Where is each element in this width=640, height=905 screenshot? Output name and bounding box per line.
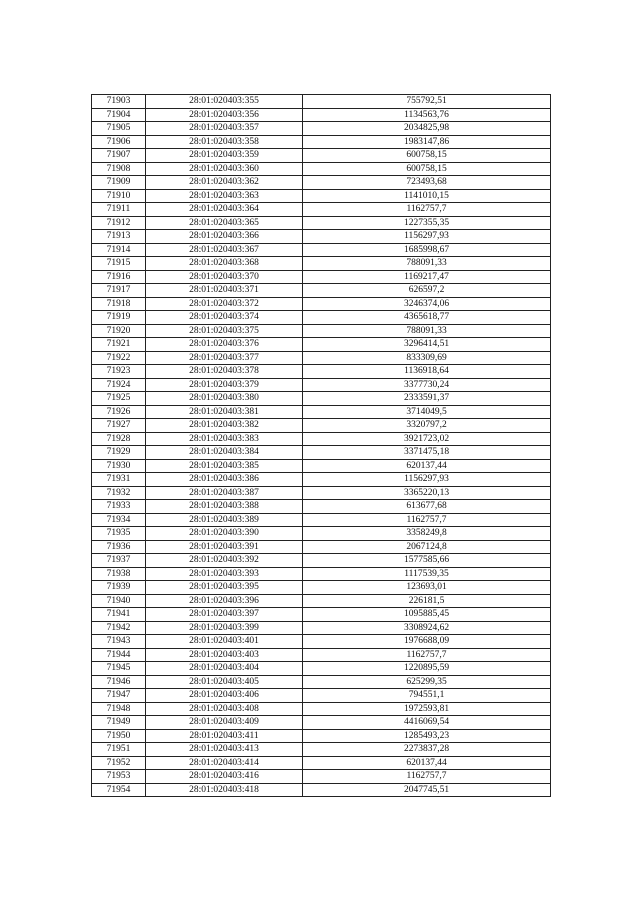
- row-number-cell: 71946: [92, 675, 146, 689]
- cadastral-number-cell: 28:01:020403:379: [146, 378, 303, 392]
- cadastral-value-cell: 1162757,7: [303, 770, 551, 784]
- row-number-cell: 71919: [92, 311, 146, 325]
- cadastral-number-cell: 28:01:020403:374: [146, 311, 303, 325]
- row-number-cell: 71924: [92, 378, 146, 392]
- table-row: [92, 270, 551, 284]
- row-number-cell: 71929: [92, 446, 146, 460]
- table-row: [92, 419, 551, 433]
- table-row: [92, 702, 551, 716]
- cadastral-number-cell: 28:01:020403:393: [146, 567, 303, 581]
- cadastral-number-cell: 28:01:020403:377: [146, 351, 303, 365]
- table-row: [92, 203, 551, 217]
- cadastral-number-cell: 28:01:020403:416: [146, 770, 303, 784]
- cadastral-value-cell: 613677,68: [303, 500, 551, 514]
- cadastral-value-cell: 3714049,5: [303, 405, 551, 419]
- cadastral-number-cell: 28:01:020403:376: [146, 338, 303, 352]
- row-number-cell: 71910: [92, 189, 146, 203]
- cadastral-value-cell: 3358249,8: [303, 527, 551, 541]
- cadastral-value-cell: 2047745,51: [303, 783, 551, 797]
- table-row: [92, 108, 551, 122]
- cadastral-value-cell: 1285493,23: [303, 729, 551, 743]
- cadastral-value-table: [91, 94, 551, 797]
- cadastral-value-cell: 1227355,35: [303, 216, 551, 230]
- table-row: [92, 149, 551, 163]
- row-number-cell: 71928: [92, 432, 146, 446]
- row-number-cell: 71926: [92, 405, 146, 419]
- row-number-cell: 71912: [92, 216, 146, 230]
- cadastral-number-cell: 28:01:020403:396: [146, 594, 303, 608]
- cadastral-number-cell: 28:01:020403:395: [146, 581, 303, 595]
- row-number-cell: 71908: [92, 162, 146, 176]
- cadastral-number-cell: 28:01:020403:399: [146, 621, 303, 635]
- table-row: [92, 216, 551, 230]
- row-number-cell: 71914: [92, 243, 146, 257]
- cadastral-value-cell: 625299,35: [303, 675, 551, 689]
- cadastral-value-cell: 1156297,93: [303, 473, 551, 487]
- cadastral-number-cell: 28:01:020403:365: [146, 216, 303, 230]
- cadastral-number-cell: 28:01:020403:383: [146, 432, 303, 446]
- table-row: [92, 297, 551, 311]
- row-number-cell: 71936: [92, 540, 146, 554]
- row-number-cell: 71937: [92, 554, 146, 568]
- cadastral-number-cell: 28:01:020403:411: [146, 729, 303, 743]
- cadastral-number-cell: 28:01:020403:387: [146, 486, 303, 500]
- cadastral-value-cell: 600758,15: [303, 149, 551, 163]
- table-row: [92, 581, 551, 595]
- row-number-cell: 71938: [92, 567, 146, 581]
- cadastral-value-cell: 788091,33: [303, 324, 551, 338]
- cadastral-value-cell: 723493,68: [303, 176, 551, 190]
- cadastral-value-cell: 1162757,7: [303, 203, 551, 217]
- cadastral-number-cell: 28:01:020403:360: [146, 162, 303, 176]
- cadastral-value-cell: 3377730,24: [303, 378, 551, 392]
- row-number-cell: 71943: [92, 635, 146, 649]
- cadastral-value-cell: 1972593,81: [303, 702, 551, 716]
- cadastral-number-cell: 28:01:020403:397: [146, 608, 303, 622]
- cadastral-number-cell: 28:01:020403:409: [146, 716, 303, 730]
- cadastral-number-cell: 28:01:020403:390: [146, 527, 303, 541]
- cadastral-value-cell: 1577585,66: [303, 554, 551, 568]
- cadastral-value-cell: 794551,1: [303, 689, 551, 703]
- table-row: [92, 176, 551, 190]
- cadastral-number-cell: 28:01:020403:357: [146, 122, 303, 136]
- cadastral-value-cell: 1976688,09: [303, 635, 551, 649]
- table-row: [92, 459, 551, 473]
- cadastral-number-cell: 28:01:020403:408: [146, 702, 303, 716]
- cadastral-number-cell: 28:01:020403:370: [146, 270, 303, 284]
- row-number-cell: 71923: [92, 365, 146, 379]
- cadastral-number-cell: 28:01:020403:405: [146, 675, 303, 689]
- cadastral-value-cell: 3371475,18: [303, 446, 551, 460]
- cadastral-value-cell: 3296414,51: [303, 338, 551, 352]
- table-row: [92, 662, 551, 676]
- cadastral-number-cell: 28:01:020403:382: [146, 419, 303, 433]
- cadastral-value-cell: 1117539,35: [303, 567, 551, 581]
- table-row: [92, 230, 551, 244]
- table-row: [92, 689, 551, 703]
- cadastral-number-cell: 28:01:020403:372: [146, 297, 303, 311]
- cadastral-value-cell: 3308924,62: [303, 621, 551, 635]
- cadastral-value-cell: 833309,69: [303, 351, 551, 365]
- cadastral-value-cell: 2067124,8: [303, 540, 551, 554]
- row-number-cell: 71952: [92, 756, 146, 770]
- row-number-cell: 71925: [92, 392, 146, 406]
- table-row: [92, 392, 551, 406]
- table-row: [92, 554, 551, 568]
- cadastral-number-cell: 28:01:020403:355: [146, 95, 303, 109]
- cadastral-value-cell: 626597,2: [303, 284, 551, 298]
- cadastral-value-cell: 755792,51: [303, 95, 551, 109]
- cadastral-value-cell: 1220895,59: [303, 662, 551, 676]
- cadastral-number-cell: 28:01:020403:386: [146, 473, 303, 487]
- cadastral-value-cell: 2273837,28: [303, 743, 551, 757]
- cadastral-number-cell: 28:01:020403:359: [146, 149, 303, 163]
- cadastral-value-cell: 1169217,47: [303, 270, 551, 284]
- cadastral-number-cell: 28:01:020403:401: [146, 635, 303, 649]
- cadastral-number-cell: 28:01:020403:378: [146, 365, 303, 379]
- table-row: [92, 95, 551, 109]
- row-number-cell: 71947: [92, 689, 146, 703]
- row-number-cell: 71942: [92, 621, 146, 635]
- row-number-cell: 71917: [92, 284, 146, 298]
- table-row: [92, 567, 551, 581]
- table-body: [92, 95, 551, 797]
- row-number-cell: 71934: [92, 513, 146, 527]
- row-number-cell: 71953: [92, 770, 146, 784]
- row-number-cell: 71913: [92, 230, 146, 244]
- table-row: [92, 675, 551, 689]
- row-number-cell: 71911: [92, 203, 146, 217]
- table-row: [92, 162, 551, 176]
- cadastral-number-cell: 28:01:020403:389: [146, 513, 303, 527]
- cadastral-number-cell: 28:01:020403:356: [146, 108, 303, 122]
- row-number-cell: 71941: [92, 608, 146, 622]
- cadastral-number-cell: 28:01:020403:375: [146, 324, 303, 338]
- cadastral-value-cell: 1983147,86: [303, 135, 551, 149]
- row-number-cell: 71945: [92, 662, 146, 676]
- row-number-cell: 71930: [92, 459, 146, 473]
- table-row: [92, 473, 551, 487]
- cadastral-value-cell: 1141010,15: [303, 189, 551, 203]
- cadastral-number-cell: 28:01:020403:392: [146, 554, 303, 568]
- row-number-cell: 71949: [92, 716, 146, 730]
- row-number-cell: 71916: [92, 270, 146, 284]
- table-row: [92, 135, 551, 149]
- row-number-cell: 71905: [92, 122, 146, 136]
- cadastral-value-cell: 1095885,45: [303, 608, 551, 622]
- table-row: [92, 500, 551, 514]
- table-row: [92, 405, 551, 419]
- row-number-cell: 71907: [92, 149, 146, 163]
- row-number-cell: 71921: [92, 338, 146, 352]
- cadastral-value-cell: 1134563,76: [303, 108, 551, 122]
- table-row: [92, 311, 551, 325]
- row-number-cell: 71950: [92, 729, 146, 743]
- row-number-cell: 71935: [92, 527, 146, 541]
- cadastral-number-cell: 28:01:020403:381: [146, 405, 303, 419]
- table-row: [92, 743, 551, 757]
- cadastral-number-cell: 28:01:020403:367: [146, 243, 303, 257]
- cadastral-number-cell: 28:01:020403:366: [146, 230, 303, 244]
- cadastral-value-cell: 4416069,54: [303, 716, 551, 730]
- cadastral-number-cell: 28:01:020403:380: [146, 392, 303, 406]
- cadastral-number-cell: 28:01:020403:368: [146, 257, 303, 271]
- row-number-cell: 71951: [92, 743, 146, 757]
- table-row: [92, 378, 551, 392]
- cadastral-value-cell: 2333591,37: [303, 392, 551, 406]
- table-row: [92, 351, 551, 365]
- cadastral-number-cell: 28:01:020403:404: [146, 662, 303, 676]
- cadastral-value-cell: 123693,01: [303, 581, 551, 595]
- row-number-cell: 71918: [92, 297, 146, 311]
- table-row: [92, 635, 551, 649]
- cadastral-value-cell: 226181,5: [303, 594, 551, 608]
- cadastral-value-cell: 620137,44: [303, 459, 551, 473]
- cadastral-value-cell: 3365220,13: [303, 486, 551, 500]
- cadastral-number-cell: 28:01:020403:358: [146, 135, 303, 149]
- cadastral-number-cell: 28:01:020403:391: [146, 540, 303, 554]
- cadastral-value-cell: 1162757,7: [303, 513, 551, 527]
- cadastral-value-cell: 600758,15: [303, 162, 551, 176]
- table-row: [92, 338, 551, 352]
- cadastral-number-cell: 28:01:020403:384: [146, 446, 303, 460]
- row-number-cell: 71922: [92, 351, 146, 365]
- cadastral-value-cell: 620137,44: [303, 756, 551, 770]
- cadastral-number-cell: 28:01:020403:388: [146, 500, 303, 514]
- cadastral-value-cell: 1685998,67: [303, 243, 551, 257]
- row-number-cell: 71909: [92, 176, 146, 190]
- table-row: [92, 608, 551, 622]
- cadastral-value-cell: 3246374,06: [303, 297, 551, 311]
- cadastral-number-cell: 28:01:020403:406: [146, 689, 303, 703]
- row-number-cell: 71954: [92, 783, 146, 797]
- table-row: [92, 729, 551, 743]
- table-row: [92, 770, 551, 784]
- row-number-cell: 71931: [92, 473, 146, 487]
- cadastral-number-cell: 28:01:020403:385: [146, 459, 303, 473]
- cadastral-value-cell: 1136918,64: [303, 365, 551, 379]
- table-row: [92, 446, 551, 460]
- row-number-cell: 71906: [92, 135, 146, 149]
- row-number-cell: 71948: [92, 702, 146, 716]
- row-number-cell: 71920: [92, 324, 146, 338]
- cadastral-number-cell: 28:01:020403:413: [146, 743, 303, 757]
- row-number-cell: 71927: [92, 419, 146, 433]
- table-row: [92, 365, 551, 379]
- table-row: [92, 432, 551, 446]
- cadastral-value-cell: 3320797,2: [303, 419, 551, 433]
- table-row: [92, 486, 551, 500]
- row-number-cell: 71933: [92, 500, 146, 514]
- table-row: [92, 513, 551, 527]
- row-number-cell: 71944: [92, 648, 146, 662]
- table-row: [92, 243, 551, 257]
- table-row: [92, 783, 551, 797]
- table-row: [92, 257, 551, 271]
- table-row: [92, 540, 551, 554]
- cadastral-number-cell: 28:01:020403:414: [146, 756, 303, 770]
- table-row: [92, 716, 551, 730]
- cadastral-value-cell: 2034825,98: [303, 122, 551, 136]
- table-row: [92, 122, 551, 136]
- table-row: [92, 648, 551, 662]
- row-number-cell: 71904: [92, 108, 146, 122]
- table-row: [92, 621, 551, 635]
- cadastral-value-cell: 1162757,7: [303, 648, 551, 662]
- table-row: [92, 756, 551, 770]
- cadastral-number-cell: 28:01:020403:363: [146, 189, 303, 203]
- row-number-cell: 71940: [92, 594, 146, 608]
- cadastral-value-cell: 3921723,02: [303, 432, 551, 446]
- cadastral-value-cell: 4365618,77: [303, 311, 551, 325]
- table-row: [92, 324, 551, 338]
- cadastral-value-cell: 788091,33: [303, 257, 551, 271]
- row-number-cell: 71915: [92, 257, 146, 271]
- cadastral-number-cell: 28:01:020403:364: [146, 203, 303, 217]
- row-number-cell: 71932: [92, 486, 146, 500]
- row-number-cell: 71903: [92, 95, 146, 109]
- cadastral-number-cell: 28:01:020403:362: [146, 176, 303, 190]
- table-row: [92, 594, 551, 608]
- row-number-cell: 71939: [92, 581, 146, 595]
- cadastral-number-cell: 28:01:020403:418: [146, 783, 303, 797]
- cadastral-number-cell: 28:01:020403:403: [146, 648, 303, 662]
- cadastral-number-cell: 28:01:020403:371: [146, 284, 303, 298]
- cadastral-value-cell: 1156297,93: [303, 230, 551, 244]
- table-row: [92, 527, 551, 541]
- table-row: [92, 284, 551, 298]
- table-row: [92, 189, 551, 203]
